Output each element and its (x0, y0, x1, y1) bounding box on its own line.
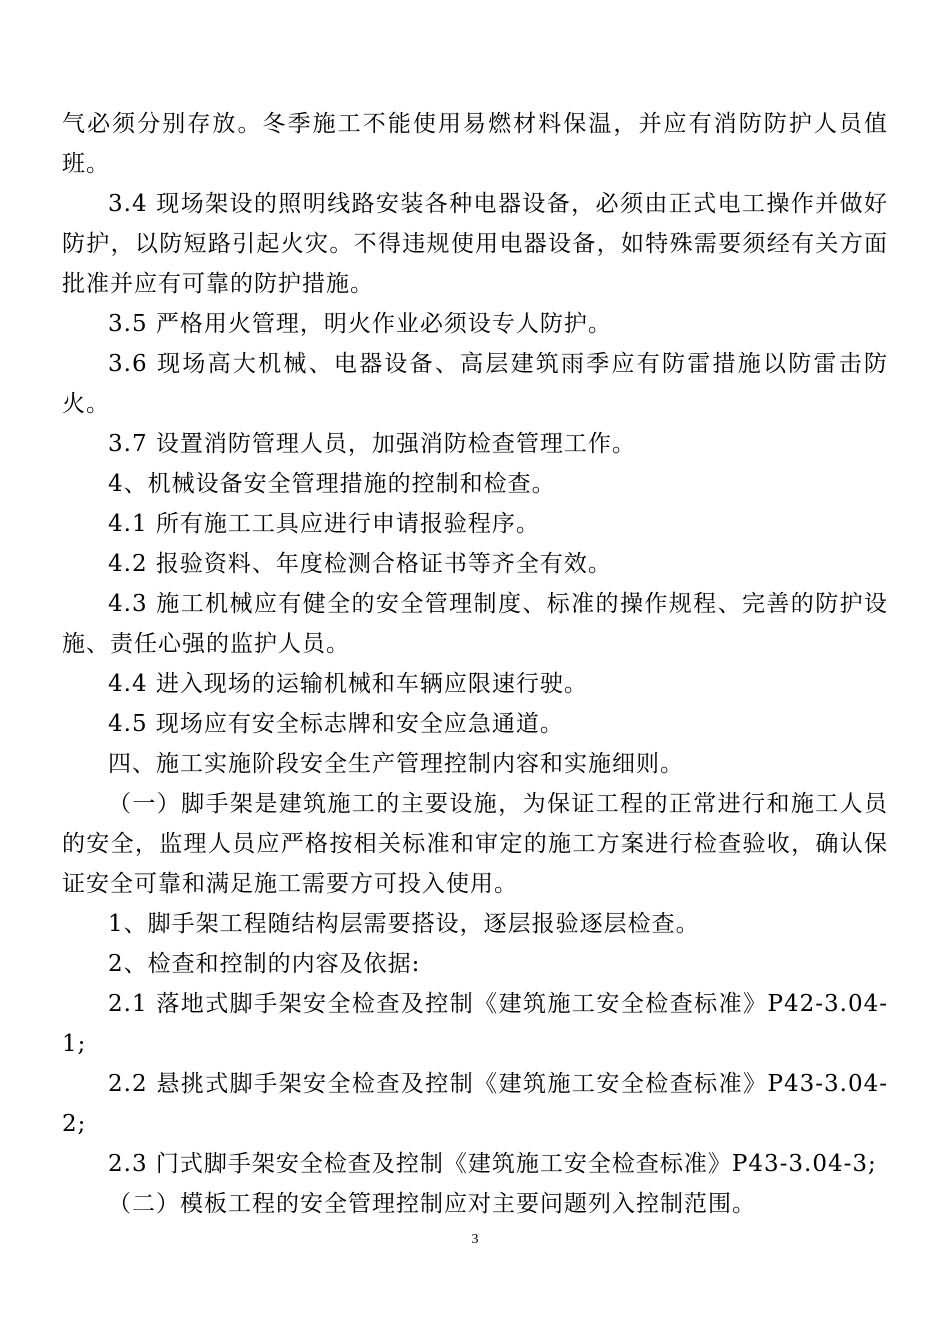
paragraph: 4.4 进入现场的运输机械和车辆应限速行驶。 (108, 671, 588, 697)
paragraph: （二）模板工程的安全管理控制应对主要问题列入控制范围。 (108, 1191, 756, 1217)
paragraph: 3.4 现场架设的照明线路安装各种电器设备，必须由正式电工操作并做好防护，以防短路引起火灾。不得违规使用电器设备，如特殊需要须经有关方面批准并应有可靠的防护措施。 (62, 191, 888, 297)
paragraph: 2.1 落地式脚手架安全检查及控制《建筑施工安全检查标准》P42-3.04-1; (62, 991, 888, 1057)
paragraph: 4.3 施工机械应有健全的安全管理制度、标准的操作规程、完善的防护设施、责任心强的监护人员。 (62, 591, 888, 657)
paragraph: 4.5 现场应有安全标志牌和安全应急通道。 (108, 711, 564, 737)
paragraph: 2.2 悬挑式脚手架安全检查及控制《建筑施工安全检查标准》P43-3.04-2; (62, 1071, 888, 1137)
paragraph: 3.7 设置消防管理人员，加强消防检查管理工作。 (108, 431, 636, 457)
paragraph: 气必须分别存放。冬季施工不能使用易燃材料保温，并应有消防防护人员值班。 (62, 111, 888, 177)
paragraph: （一）脚手架是建筑施工的主要设施，为保证工程的正常进行和施工人员的安全，监理人员应严格按相关标准和审定的施工方案进行检查验收，确认保证安全可靠和满足施工需要方可投入使用。 (62, 791, 888, 897)
paragraph: 2.3 门式脚手架安全检查及控制《建筑施工安全检查标准》P43-3.04-3; (108, 1151, 877, 1177)
paragraph: 4、机械设备安全管理措施的控制和检查。 (108, 471, 556, 497)
paragraph: 4.1 所有施工工具应进行申请报验程序。 (108, 511, 540, 537)
paragraph: 3.5 严格用火管理，明火作业必须设专人防护。 (108, 311, 612, 337)
paragraph: 1、脚手架工程随结构层需要搭设，逐层报验逐层检查。 (108, 911, 700, 937)
document-body (62, 104, 888, 1224)
paragraph: 3.6 现场高大机械、电器设备、高层建筑雨季应有防雷措施以防雷击防火。 (62, 351, 888, 417)
page-number: 3 (471, 1232, 479, 1247)
paragraph: 4.2 报验资料、年度检测合格证书等齐全有效。 (108, 551, 612, 577)
paragraph: 2、检查和控制的内容及依据: (108, 951, 421, 977)
section-heading: 四、施工实施阶段安全生产管理控制内容和实施细则。 (108, 751, 684, 777)
